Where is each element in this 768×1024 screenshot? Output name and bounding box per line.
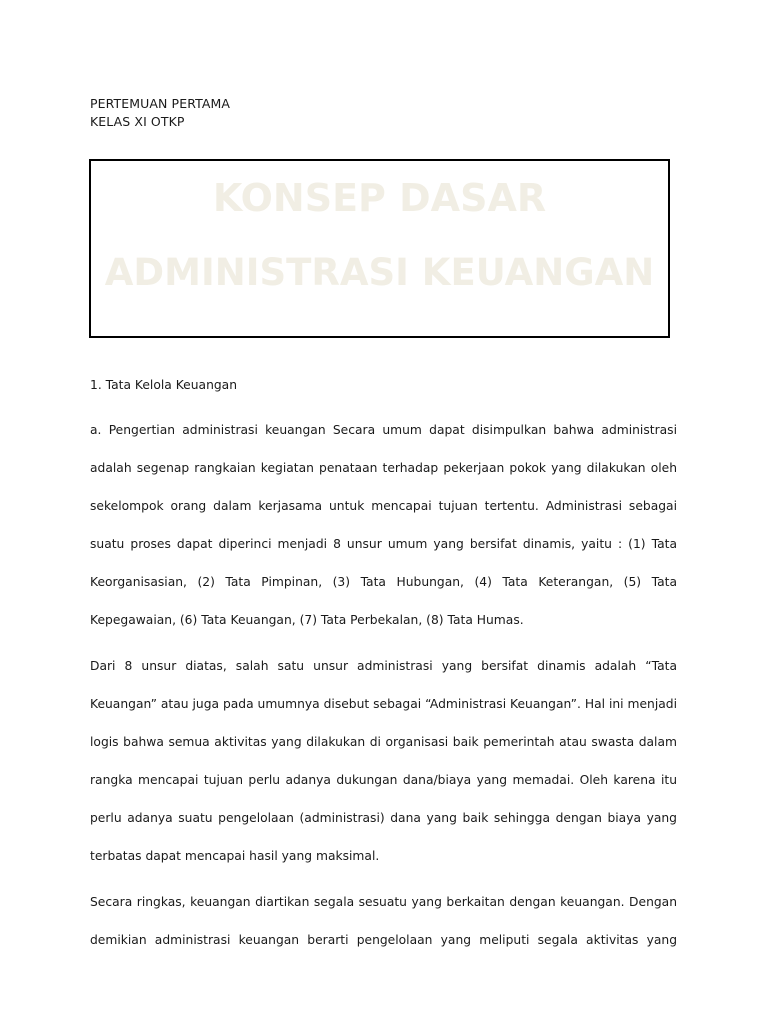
class-label: KELAS XI OTKP — [90, 114, 185, 129]
meeting-label: PERTEMUAN PERTAMA — [90, 96, 231, 111]
paragraph-summary: Secara ringkas, keuangan diartikan segala sesuatu yang berkaitan dengan keuangan. Dengan demikian administrasi keuangan berarti pengelolaan yang meliputi segala aktivitas yang — [90, 895, 677, 947]
section-heading: 1. Tata Kelola Keuangan — [90, 378, 238, 392]
paragraph-financial-management: Dari 8 unsur diatas, salah satu unsur administrasi yang bersifat dinamis adalah “Tata Keuangan” atau juga pada umumnya disebut sebagai “Administrasi Keuangan”. Hal ini menjadi logis bahwa semua aktivitas yang dilakukan di organisasi baik pemerintah atau swasta dalam rangka mencapai tujuan perlu adanya dukungan dana/biaya yang memadai. Oleh karena itu perlu adanya suatu pengelolaan (administrasi) dana yang baik sehingga dengan biaya yang terbatas dapat mencapai hasil yang maksimal. — [90, 659, 677, 863]
title-box — [89, 159, 670, 338]
title-line-1: KONSEP DASAR — [212, 176, 547, 220]
paragraph-definition: a. Pengertian administrasi keuangan Secara umum dapat disimpulkan bahwa administrasi adalah segenap rangkaian kegiatan penataan terhadap pekerjaan pokok yang dilakukan oleh sekelompok orang dalam kerjasama untuk mencapai tujuan tertentu. Administrasi sebagai suatu proses dapat diperinci menjadi 8 unsur umum yang bersifat dinamis, yaitu : (1) Tata Keorganisasian, (2) Tata Pimpinan, (3) Tata Hubungan, (4) Tata Keterangan, (5) Tata Kepegawaian, (6) Tata Keuangan, (7) Tata Perbekalan, (8) Tata Humas. — [90, 423, 677, 627]
document-header — [90, 95, 230, 131]
title-line-2: ADMINISTRASI KEUANGAN — [104, 251, 655, 294]
body-content — [90, 374, 677, 959]
